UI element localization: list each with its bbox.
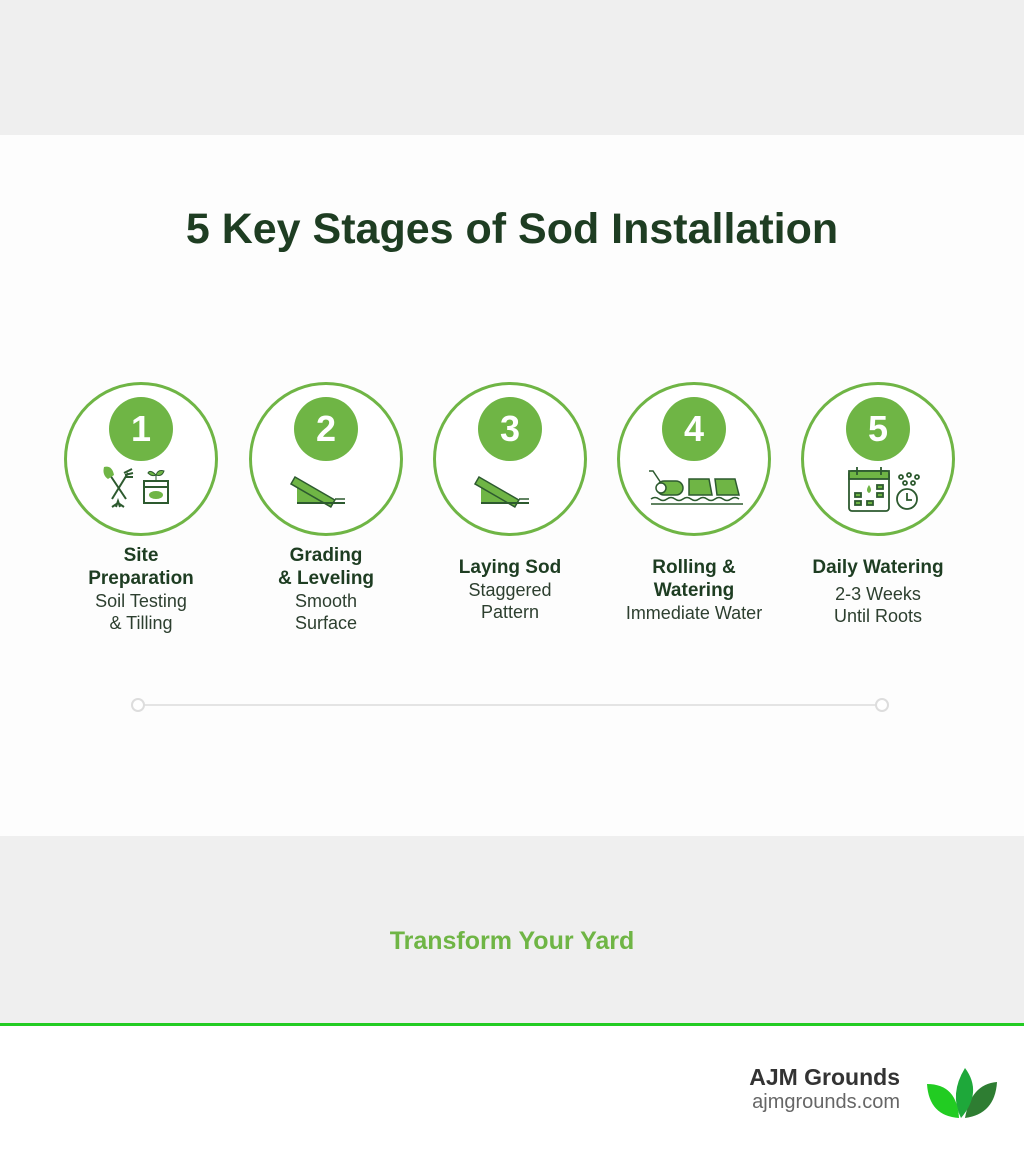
stage-3	[433, 382, 587, 623]
stage-subtitle: Immediate Water	[625, 603, 763, 623]
page-title: 5 Key Stages of Sod Installation	[185, 205, 839, 253]
stage-circle	[617, 382, 771, 536]
stage-number: 1	[109, 397, 173, 461]
brand-block	[749, 1064, 900, 1114]
stage-circle	[433, 382, 587, 536]
stage-subtitle: Soil Testing & Tilling	[95, 591, 187, 633]
level-slope-icon	[279, 463, 379, 515]
stage-subtitle: Staggered Pattern	[468, 580, 552, 622]
stage-title: Grading & Leveling	[277, 545, 375, 589]
stage-title: Daily Watering	[812, 557, 944, 578]
track-start-dot	[131, 698, 145, 712]
stage-circle	[801, 382, 955, 536]
leaf-logo-icon	[925, 1066, 1001, 1120]
stage-number: 2	[294, 397, 358, 461]
stage-title: Laying Sod	[458, 557, 562, 578]
progress-track	[138, 704, 882, 706]
brand-name: AJM Grounds	[749, 1064, 900, 1090]
calendar-clock-icon	[831, 463, 931, 515]
stage-number: 4	[662, 397, 726, 461]
stage-title: Site Preparation	[88, 545, 194, 589]
track-end-dot	[875, 698, 889, 712]
roller-sod-icon	[647, 463, 747, 515]
shovel-rake-plant-icon	[94, 463, 194, 515]
stage-4	[617, 382, 771, 624]
stage-circle	[64, 382, 218, 536]
stage-number: 5	[846, 397, 910, 461]
stage-number: 3	[478, 397, 542, 461]
stage-title: Rolling & Watering	[652, 557, 736, 601]
stage-circle	[249, 382, 403, 536]
stage-subtitle: Smooth Surface	[294, 591, 358, 633]
brand-url[interactable]: ajmgrounds.com	[752, 1091, 900, 1113]
top-band	[0, 0, 1024, 135]
stage-subtitle: 2-3 Weeks Until Roots	[833, 584, 923, 626]
tagline: Transform Your Yard	[389, 927, 635, 955]
level-slope-icon	[463, 463, 563, 515]
footer-divider	[0, 1023, 1024, 1026]
stage-1	[64, 382, 218, 634]
stage-2	[249, 382, 403, 634]
stage-5	[801, 382, 955, 627]
